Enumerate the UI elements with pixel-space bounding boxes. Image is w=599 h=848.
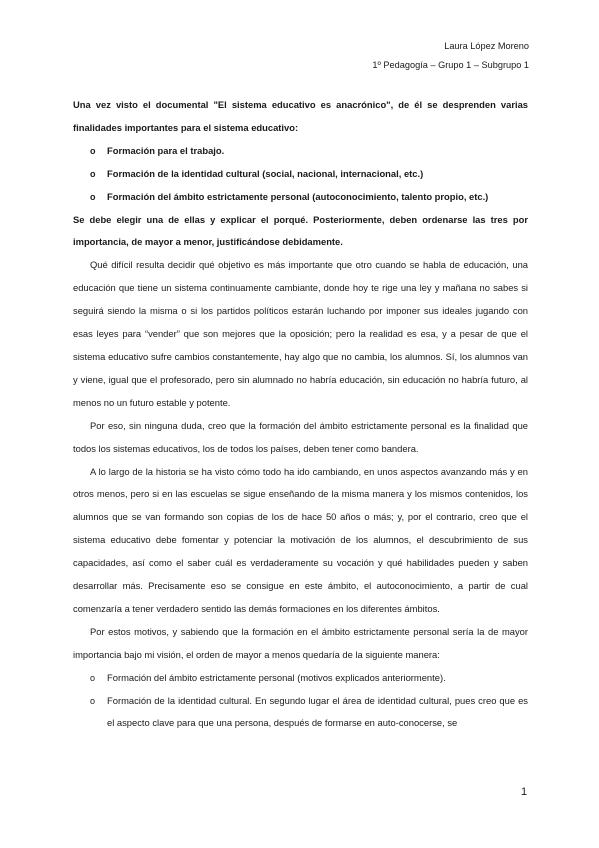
bullet-marker: o [90,695,96,706]
bullet-marker: o [90,168,96,179]
intro-bullet-text: Formación de la identidad cultural (social, nacional, internacional, etc.) [107,167,424,179]
document-body [73,94,528,735]
header-course: 1º Pedagogía – Grupo 1 – Subgrupo 1 [372,60,529,70]
intro-bullet [90,140,528,163]
intro-bullet-text: Formación del ámbito estrictamente personal (autoconocimiento, talento propio, etc.) [107,190,489,202]
intro-statement: Una vez visto el documental "El sistema educativo es anacrónico", de él se desprenden varias finalidades importantes para el sistema educativo: [73,99,528,133]
intro-bullet [90,163,528,186]
intro-bullet [90,186,528,209]
intro-bullet-text: Formación para el trabajo. [107,144,225,156]
body-paragraph: Por eso, sin ninguna duda, creo que la formación del ámbito estrictamente personal es la finalidad que todos los sistemas educativos, los de todos los países, deben tener como bandera. [73,419,528,454]
body-paragraph: Por estos motivos, y sabiendo que la formación en el ámbito estrictamente personal sería la de mayor importancia bajo mi visión, el orden de mayor a menos quedaría de la siguiente manera: [73,625,528,660]
order-item-text: Formación de la identidad cultural. En segundo lugar el área de identidad cultural, pues creo que es el aspecto clave para que una persona, después de formarse en auto-conocerse, se [107,694,528,729]
page-number: 1 [521,786,528,798]
bullet-marker: o [90,191,96,202]
order-item-text: Formación del ámbito estrictamente personal (motivos explicados anteriormente). [107,671,446,683]
body-paragraph: A lo largo de la historia se ha visto cómo todo ha ido cambiando, en unos aspectos avanzando más y en otros menos, pero si en las escuelas se sigue enseñando de la misma manera y los mismos contenidos, los alumnos que se van formando son copias de los de hace 50 años o más; y, por el contrario, creo que el sistema educativo debe fomentar y potenciar la motivación de los alumnos, el descubrimiento de sus capacidades, así como el saber cuál es verdaderamente su vocación y qué habilidades pueden y saben desarrollar más. Precisamente eso se consigue en este ámbito, el autoconocimiento, a partir de cual comenzaría a tener verdadero sentido las demás formaciones en los diferentes ámbitos. [73,465,528,614]
header-author: Laura López Moreno [444,41,529,51]
bullet-marker: o [90,145,96,156]
bullet-marker: o [90,672,96,683]
order-item [90,667,528,690]
intro-instruction: Se debe elegir una de ellas y explicar el porqué. Posteriormente, deben ordenarse las tres por importancia, de mayor a menor, justificándose debidamente. [73,213,528,248]
body-paragraph: Qué difícil resulta decidir qué objetivo es más importante que otro cuando se habla de educación, una educación que tiene un sistema continuamente cambiante, donde hoy te rige una ley y mañana no sabes si seguirá siendo la misma o si los partidos políticos estarán luchando por imponer sus ideales jugando con esas leyes para “vender” que son mejores que la oposición; pero la realidad es esa, y a pesar de que el sistema educativo sufre cambios constantemente, hay algo que no cambia, los alumnos. Sí, los alumnos van y viene, igual que el profesorado, pero sin alumnado no habría educación, sin educación no habría futuro, al menos no un futuro estable y potente. [73,259,528,408]
order-item [90,690,528,736]
